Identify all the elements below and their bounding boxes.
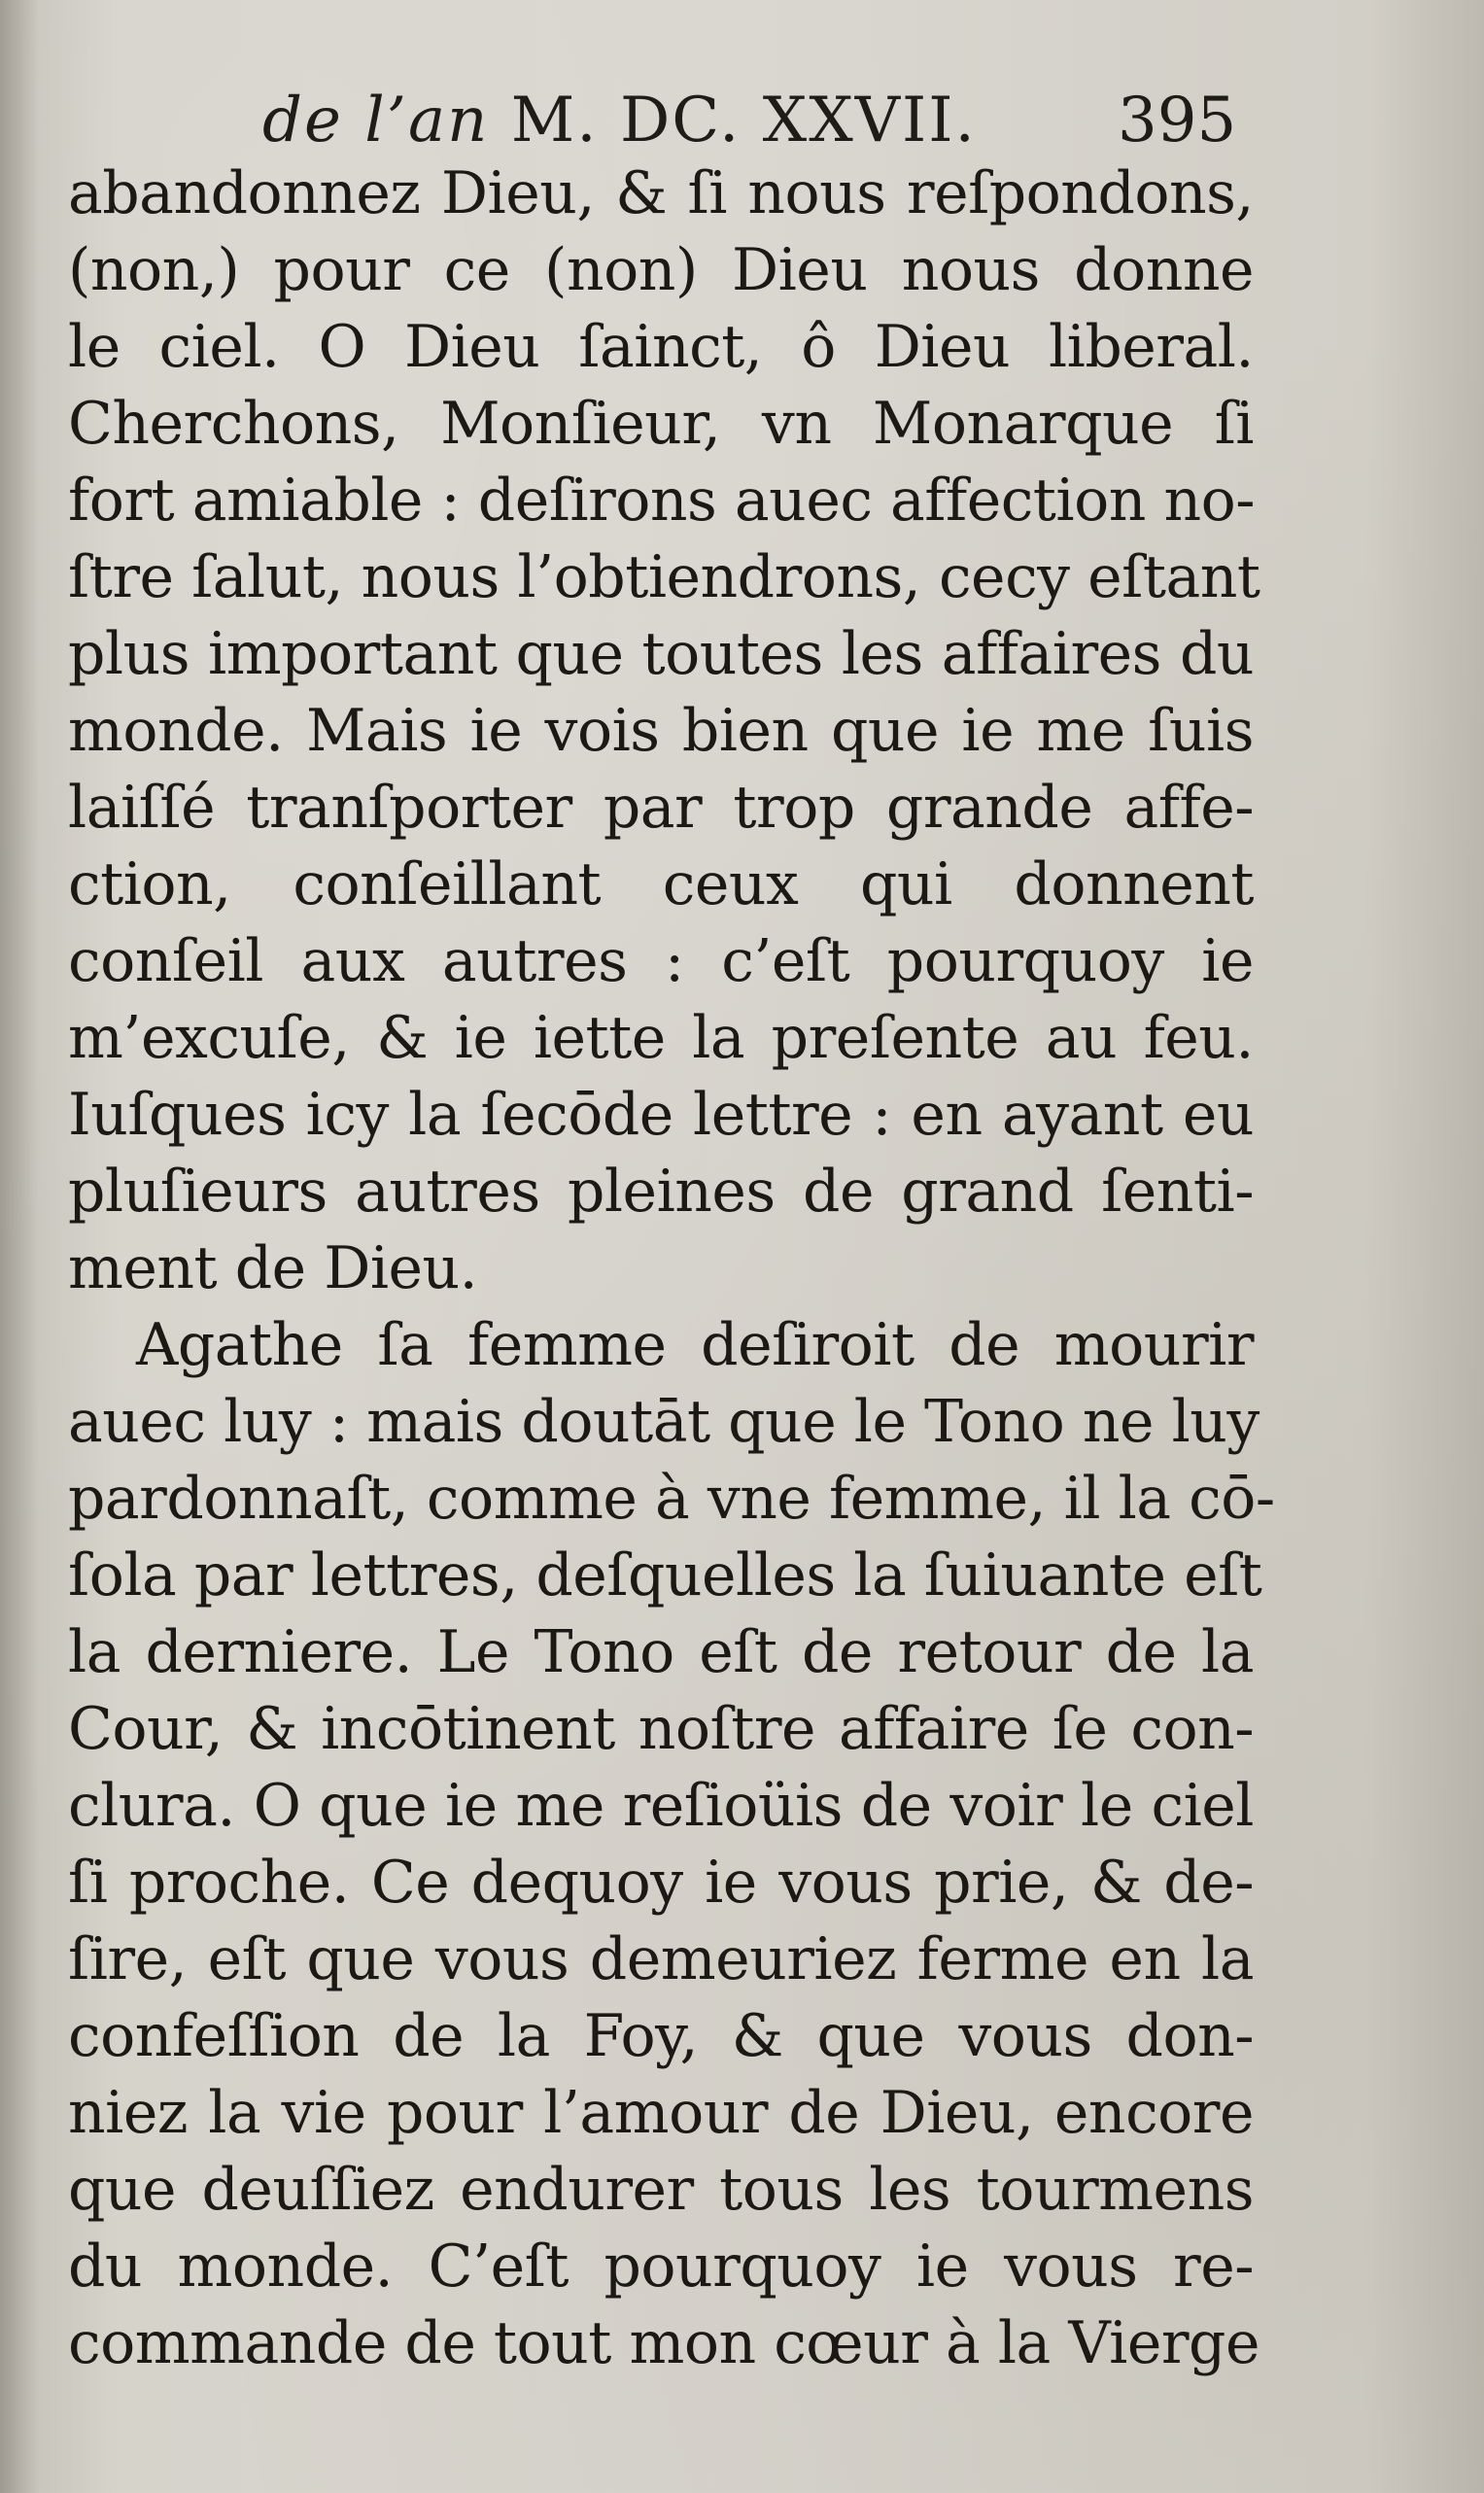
- text-line: confeſſion de la Foy, & que vous don-: [68, 2002, 1254, 2070]
- running-head: [262, 82, 1237, 159]
- text-line: plus important que toutes les affaires du: [68, 620, 1254, 688]
- text-line: pluſieurs autres pleines de grand ſenti-: [68, 1158, 1254, 1226]
- text-line: clura. O que ie me reſioüis de voir le ciel: [68, 1772, 1254, 1840]
- page-number: 395: [1118, 85, 1237, 156]
- text-line: Cour, & incōtinent noſtre affaire ſe con-: [68, 1695, 1254, 1763]
- text-line: Iuſques icy la ſecōde lettre : en ayant eu: [68, 1081, 1254, 1149]
- text-line: la derniere. Le Tono eſt de retour de la: [68, 1618, 1254, 1686]
- text-line: ment de Dieu.: [68, 1234, 478, 1302]
- text-line: (non,) pour ce (non) Dieu nous donne: [68, 236, 1254, 304]
- text-line: ſi proche. Ce dequoy ie vous prie, & de-: [68, 1849, 1254, 1917]
- text-line: le ciel. O Dieu ſainct, ô Dieu liberal.: [68, 313, 1254, 381]
- text-line: ſola par lettres, deſquelles la ſuiuante eſt: [68, 1541, 1262, 1610]
- text-line: pardonnaſt, comme à vne femme, il la cō-: [68, 1465, 1275, 1533]
- text-line: du monde. C’eſt pourquoy ie vous re-: [68, 2233, 1254, 2301]
- text-line: commande de tout mon cœur à la Vierge: [68, 2309, 1260, 2377]
- text-line: niez la vie pour l’amour de Dieu, encore: [68, 2079, 1254, 2147]
- gutter-shadow: [0, 0, 39, 2493]
- text-line: conſeil aux autres : c’eſt pourquoy ie: [68, 927, 1254, 995]
- text-line: monde. Mais ie vois bien que ie me ſuis: [68, 697, 1254, 765]
- text-line: ſire, eſt que vous demeuriez ferme en la: [68, 1925, 1254, 1993]
- text-line: Cherchons, Monſieur, vn Monarque ſi: [68, 390, 1254, 458]
- body-text: [68, 156, 1275, 2382]
- text-line: que deuſſiez endurer tous les tourmens: [68, 2156, 1254, 2224]
- text-line: laiſſé tranſporter par trop grande affe-: [68, 774, 1254, 842]
- running-head-title-roman: M. DC. XXVII.: [489, 85, 977, 156]
- text-line: m’excuſe, & ie iette la preſente au feu.: [68, 1004, 1254, 1072]
- running-head-title: [262, 82, 977, 159]
- running-head-title-italic: de l’an: [262, 85, 490, 156]
- text-line: auec luy : mais doutāt que le Tono ne luy: [68, 1388, 1260, 1456]
- text-line: fort amiable : deſirons auec affection no-: [68, 467, 1255, 535]
- text-line: ction, conſeillant ceux qui donnent: [68, 850, 1254, 918]
- text-line: Agathe ſa femme deſiroit de mourir: [136, 1311, 1254, 1379]
- text-line: ſtre ſalut, nous l’obtiendrons, cecy eſtant: [68, 543, 1260, 611]
- paragraph-2: [68, 1307, 1275, 2382]
- paragraph-1: [68, 156, 1260, 1307]
- text-line: abandonnez Dieu, & ſi nous reſpondons,: [68, 159, 1254, 227]
